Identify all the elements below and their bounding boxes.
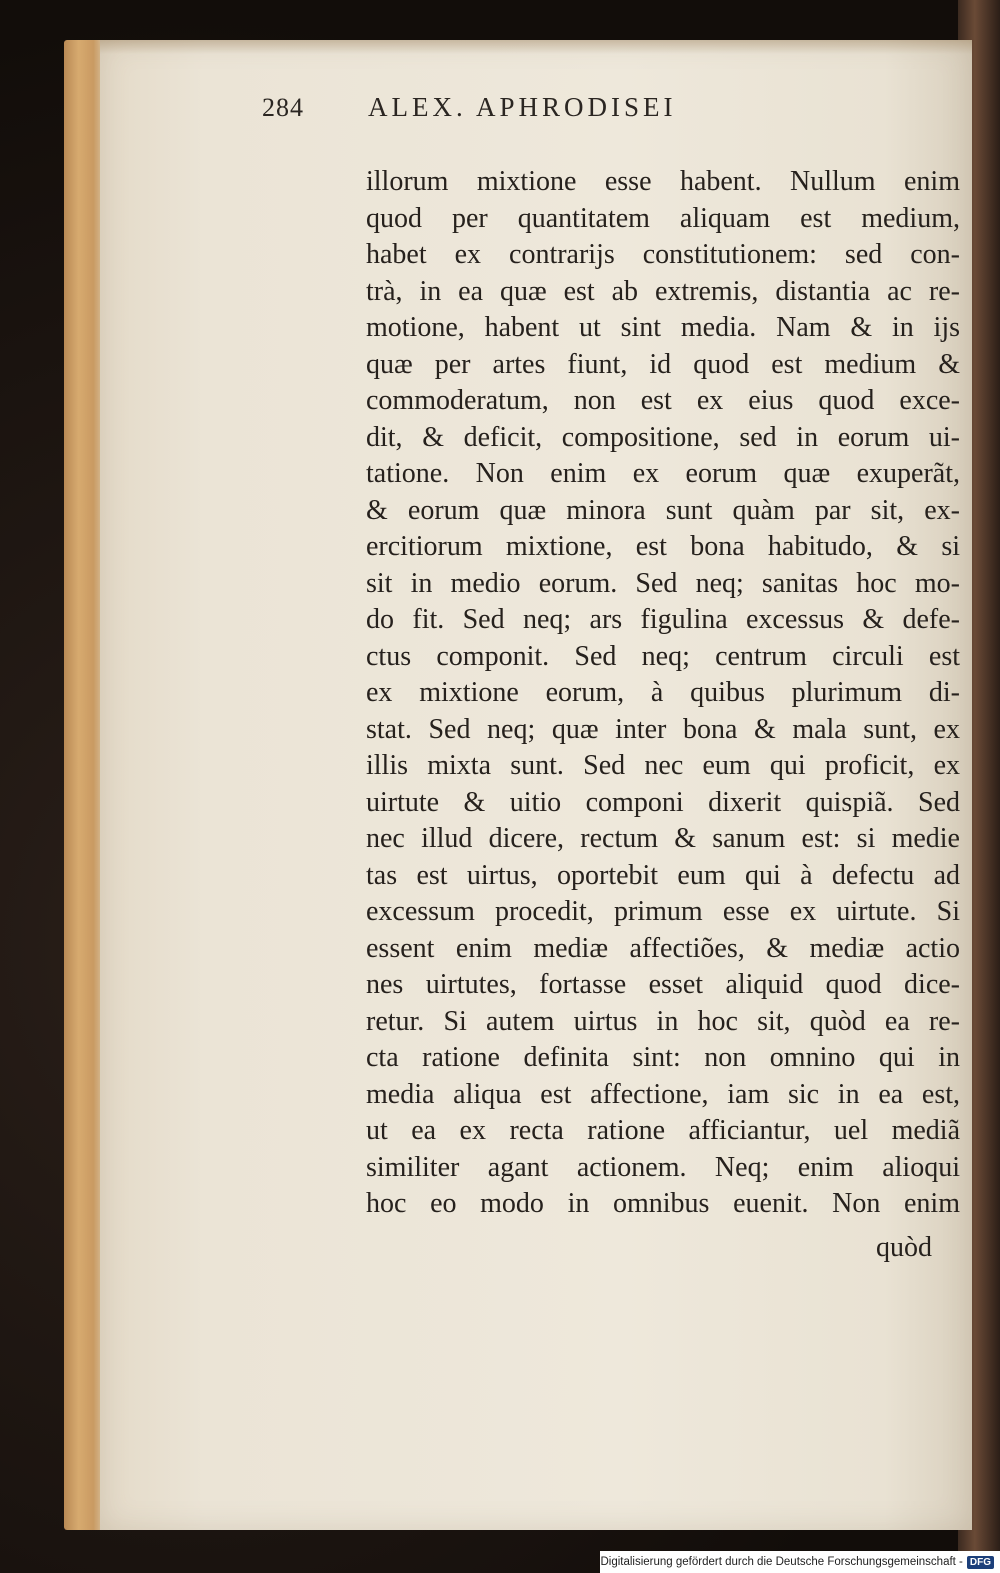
text-line: similiter agant actionem. Neq; enim alioqui bbox=[366, 1151, 960, 1183]
catchword: quòd bbox=[876, 1232, 932, 1263]
text-line: ctus componit. Sed neq; centrum circuli est bbox=[366, 640, 960, 672]
text-line: commoderatum, non est ex eius quod exce- bbox=[366, 385, 960, 416]
text-line: stat. Sed neq; quæ inter bona & mala sunt, ex bbox=[366, 713, 960, 745]
funding-credit: Digitalisierung gefördert durch die Deutsche Forschungsgemeinschaft - bbox=[600, 1556, 963, 1568]
text-line: media aliqua est affectione, iam sic in ea est, bbox=[366, 1078, 960, 1110]
text-line: hoc eo modo in omnibus euenit. Non enim bbox=[366, 1188, 960, 1219]
body-text bbox=[366, 164, 960, 1223]
text-line: excessum procedit, primum esse ex uirtute. Si bbox=[366, 896, 960, 927]
page-stain bbox=[100, 40, 972, 54]
text-line: sit in medio eorum. Sed neq; sanitas hoc mo- bbox=[366, 567, 960, 599]
text-line: tas est uirtus, oportebit eum qui à defectu ad bbox=[366, 859, 960, 891]
running-head: ALEX. APHRODISEI bbox=[368, 92, 677, 122]
text-line: & eorum quæ minora sunt quàm par sit, ex- bbox=[366, 494, 960, 526]
text-line: essent enim mediæ affectiões, & mediæ actio bbox=[366, 932, 960, 964]
text-line: ercitiorum mixtione, est bona habitudo, & si bbox=[366, 531, 960, 562]
text-line: quod per quantitatem aliquam est medium, bbox=[366, 202, 960, 234]
text-line: retur. Si autem uirtus in hoc sit, quòd ea re- bbox=[366, 1005, 960, 1037]
dfg-logo-icon: DFG bbox=[967, 1556, 994, 1569]
text-line: ut ea ex recta ratione afficiantur, uel mediã bbox=[366, 1115, 960, 1146]
page-header bbox=[262, 92, 882, 136]
text-line: uirtute & uitio componi dixerit quispiã. Sed bbox=[366, 786, 960, 818]
text-line: motione, habent ut sint media. Nam & in ijs bbox=[366, 312, 960, 343]
text-line: cta ratione definita sint: non omnino qui in bbox=[366, 1042, 960, 1073]
text-line: do fit. Sed neq; ars figulina excessus & defe- bbox=[366, 604, 960, 635]
text-line: nes uirtutes, fortasse esset aliquid quod dice- bbox=[366, 969, 960, 1000]
text-line: dit, & deficit, compositione, sed in eorum ui- bbox=[366, 421, 960, 453]
text-line: quæ per artes fiunt, id quod est medium & bbox=[366, 348, 960, 380]
page-number: 284 bbox=[262, 93, 304, 122]
text-line: ex mixtione eorum, à quibus plurimum di- bbox=[366, 677, 960, 708]
text-line: trà, in ea quæ est ab extremis, distantia ac re- bbox=[366, 275, 960, 307]
text-line: habet ex contrarijs constitutionem: sed con- bbox=[366, 239, 960, 270]
text-line: illorum mixtione esse habent. Nullum enim bbox=[366, 166, 960, 197]
text-line: nec illud dicere, rectum & sanum est: si medie bbox=[366, 823, 960, 854]
digitization-footer bbox=[600, 1551, 1000, 1573]
text-line: tatione. Non enim ex eorum quæ exuperãt, bbox=[366, 458, 960, 489]
text-line: illis mixta sunt. Sed nec eum qui proficit, ex bbox=[366, 750, 960, 781]
